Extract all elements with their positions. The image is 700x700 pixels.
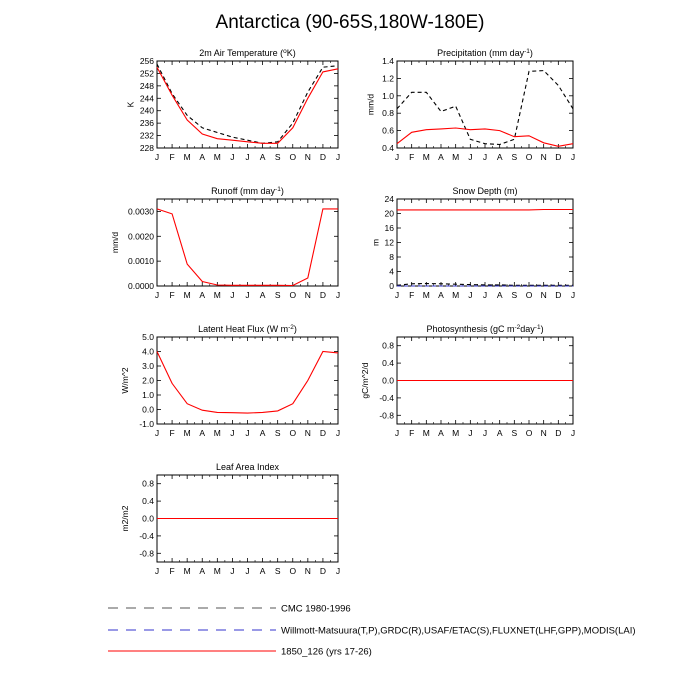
panel-4	[371, 186, 576, 300]
x-tick-label: D	[555, 290, 562, 300]
x-tick-label: M	[213, 290, 221, 300]
x-tick-label: O	[289, 290, 297, 300]
y-tick-label: 0.0020	[128, 231, 154, 242]
x-tick-label: J	[245, 566, 250, 576]
x-tick-label: J	[335, 290, 341, 300]
y-axis-label: m2/m2	[120, 505, 131, 532]
y-tick-label: 20	[384, 208, 394, 219]
legend-item-1	[108, 604, 351, 615]
x-tick-label: M	[213, 152, 221, 162]
figure-title: Antarctica (90-65S,180W-180E)	[215, 12, 485, 33]
x-tick-label: F	[169, 152, 175, 162]
x-tick-label: J	[468, 428, 473, 438]
y-tick-label: 0.4	[142, 496, 154, 507]
x-tick-label: A	[259, 428, 266, 438]
x-tick-label: N	[304, 428, 311, 438]
x-tick-label: S	[511, 152, 518, 162]
y-tick-label: 0.6	[382, 125, 394, 136]
x-tick-label: N	[304, 152, 311, 162]
legend-label: 1850_126 (yrs 17-26)	[281, 646, 372, 658]
x-tick-label: M	[422, 428, 430, 438]
title-text: )	[280, 186, 284, 196]
x-tick-label: J	[230, 290, 235, 300]
x-tick-label: J	[394, 152, 400, 162]
y-axis-label: m	[370, 238, 381, 247]
y-tick-label: 1.0	[142, 390, 154, 400]
title-text: Photosynthesis (gC m	[426, 324, 515, 334]
title-text: Runoff (mm day	[211, 186, 276, 196]
x-tick-label: F	[409, 290, 415, 300]
y-tick-label: 1.0	[382, 90, 394, 101]
y-tick-label: 0.4	[382, 143, 394, 153]
y-axis-label: K	[125, 101, 136, 108]
series-line-1	[157, 209, 338, 286]
title-superscript: o	[283, 48, 287, 55]
x-tick-label: J	[154, 152, 160, 162]
x-tick-label: M	[183, 566, 191, 576]
y-axis-label: gC/m^2/d	[360, 362, 371, 399]
y-tick-label: 0.0000	[128, 281, 154, 291]
x-tick-label: M	[183, 428, 191, 438]
x-tick-label: S	[511, 428, 518, 438]
y-axis-label: mm/d	[109, 231, 120, 254]
y-tick-label: 0.0	[382, 375, 394, 386]
y-tick-label: 4.0	[142, 346, 154, 357]
plot-frame	[397, 199, 573, 286]
panel-title	[211, 186, 284, 196]
x-tick-label: N	[540, 290, 547, 300]
title-superscript: -1	[534, 324, 541, 331]
x-tick-label: A	[259, 566, 266, 576]
x-tick-label: J	[468, 290, 473, 300]
y-tick-label: 1.4	[382, 56, 394, 66]
panel-title	[437, 48, 533, 58]
y-tick-label: 5.0	[142, 332, 154, 342]
y-tick-label: 16	[384, 223, 394, 233]
y-tick-label: 24	[384, 194, 394, 204]
y-tick-label: 12	[384, 237, 394, 248]
x-tick-label: S	[274, 566, 281, 576]
x-tick-label: O	[289, 428, 297, 438]
series-line-1	[157, 352, 338, 414]
title-text: Snow Depth (m)	[452, 186, 518, 196]
x-tick-label: O	[525, 290, 533, 300]
title-text: )	[529, 48, 533, 58]
x-tick-label: A	[438, 152, 444, 162]
title-text: Precipitation (mm day	[437, 48, 525, 58]
y-tick-label: 0.8	[382, 340, 394, 351]
y-tick-label: 0.0030	[128, 206, 154, 217]
series-line-1	[157, 64, 338, 143]
title-text: day	[520, 324, 535, 334]
x-tick-label: J	[230, 152, 235, 162]
x-tick-label: O	[525, 152, 533, 162]
x-tick-label: M	[183, 152, 191, 162]
x-tick-label: D	[319, 290, 326, 300]
panel-7	[120, 462, 340, 576]
y-tick-label: 240	[139, 105, 154, 116]
legend-label: Willmott-Matsuura(T,P),GRDC(R),USAF/ETAC(S),FLUXNET(LHF,GPP),MODIS(LAI)	[281, 625, 636, 637]
y-tick-label: 2.0	[142, 375, 154, 386]
x-tick-label: F	[169, 428, 175, 438]
x-tick-label: J	[154, 428, 160, 438]
panel-5	[120, 324, 340, 438]
plot-frame	[157, 337, 338, 424]
title-superscript: -1	[524, 48, 530, 55]
y-tick-label: -0.4	[379, 392, 394, 403]
title-text: K)	[286, 48, 296, 58]
x-tick-label: M	[422, 290, 430, 300]
panel-title	[426, 324, 543, 334]
x-tick-label: A	[199, 428, 206, 438]
x-tick-label: J	[570, 152, 576, 162]
x-tick-label: D	[319, 566, 326, 576]
x-tick-label: F	[409, 152, 415, 162]
x-tick-label: J	[245, 290, 250, 300]
x-tick-label: D	[319, 152, 326, 162]
y-tick-label: -0.8	[139, 548, 154, 559]
x-tick-label: J	[482, 290, 488, 300]
y-tick-label: 8	[389, 252, 394, 262]
x-tick-label: M	[213, 566, 221, 576]
x-tick-label: J	[230, 428, 235, 438]
x-tick-label: A	[496, 290, 503, 300]
x-tick-label: J	[335, 152, 341, 162]
panel-title	[199, 48, 296, 58]
x-tick-label: O	[289, 566, 297, 576]
y-tick-label: 228	[139, 143, 154, 153]
y-tick-label: 256	[139, 56, 154, 66]
x-tick-label: J	[335, 428, 341, 438]
y-axis-label: mm/d	[365, 93, 376, 116]
x-tick-label: M	[183, 290, 191, 300]
y-tick-label: 232	[139, 130, 154, 141]
series-line-1	[397, 71, 573, 145]
x-tick-label: J	[245, 152, 250, 162]
x-tick-label: A	[199, 290, 206, 300]
x-tick-label: S	[274, 152, 281, 162]
x-tick-label: D	[555, 428, 562, 438]
x-tick-label: S	[511, 290, 518, 300]
y-tick-label: 1.2	[382, 73, 394, 84]
x-tick-label: J	[468, 152, 473, 162]
y-tick-label: 4	[389, 266, 394, 277]
x-tick-label: A	[259, 290, 266, 300]
x-tick-label: J	[570, 428, 576, 438]
x-tick-label: J	[154, 566, 160, 576]
title-superscript: -2	[288, 324, 294, 331]
x-tick-label: D	[319, 428, 326, 438]
x-tick-label: M	[452, 290, 460, 300]
x-tick-label: M	[213, 428, 221, 438]
x-tick-label: F	[409, 428, 415, 438]
x-tick-label: N	[304, 290, 311, 300]
y-tick-label: 0.4	[382, 358, 394, 369]
legend-label: CMC 1980-1996	[281, 603, 351, 615]
x-tick-label: F	[169, 566, 175, 576]
y-tick-label: 0.0	[142, 404, 154, 415]
x-tick-label: F	[169, 290, 175, 300]
panel-6	[360, 324, 575, 438]
x-tick-label: A	[496, 428, 503, 438]
x-tick-label: J	[482, 152, 488, 162]
x-tick-label: A	[496, 152, 503, 162]
title-text: Leaf Area Index	[215, 462, 280, 472]
panel-title	[452, 186, 517, 196]
title-superscript: -1	[275, 186, 281, 193]
y-tick-label: 244	[139, 93, 154, 104]
y-tick-label: 0.8	[142, 478, 154, 489]
y-tick-label: 236	[139, 118, 154, 129]
x-tick-label: J	[335, 566, 341, 576]
y-tick-label: 248	[139, 80, 154, 91]
x-tick-label: S	[274, 290, 281, 300]
x-tick-label: J	[154, 290, 160, 300]
x-tick-label: J	[394, 290, 400, 300]
legend-item-2	[108, 626, 636, 637]
panel-3	[110, 186, 340, 300]
title-superscript: -2	[514, 324, 521, 331]
x-tick-label: A	[438, 428, 444, 438]
x-tick-label: N	[540, 428, 547, 438]
x-tick-label: A	[199, 566, 206, 576]
y-tick-label: 0.0	[142, 513, 154, 524]
y-tick-label: 3.0	[142, 361, 154, 371]
y-axis-label: W/m^2	[120, 367, 131, 394]
x-tick-label: A	[199, 152, 206, 162]
title-text: 2m Air Temperature (	[199, 48, 284, 58]
x-tick-label: J	[230, 566, 235, 576]
x-tick-label: A	[438, 290, 444, 300]
y-tick-label: 0.0010	[128, 256, 154, 267]
x-tick-label: M	[452, 152, 460, 162]
x-tick-label: N	[304, 566, 311, 576]
x-tick-label: J	[570, 290, 576, 300]
title-text: Latent Heat Flux (W m	[198, 324, 289, 334]
y-tick-label: 0.8	[382, 108, 394, 119]
plot-frame	[157, 61, 338, 148]
panel-title	[198, 324, 297, 334]
x-tick-label: J	[245, 428, 250, 438]
panel-2	[365, 48, 575, 162]
x-tick-label: O	[525, 428, 533, 438]
y-tick-label: 252	[139, 68, 154, 79]
panel-1	[125, 48, 340, 162]
x-tick-label: D	[555, 152, 562, 162]
series-line-2	[157, 67, 338, 143]
x-tick-label: M	[452, 428, 460, 438]
x-tick-label: M	[422, 152, 430, 162]
title-text: )	[293, 324, 297, 334]
panel-title	[216, 462, 280, 472]
y-tick-label: -1.0	[139, 419, 154, 429]
y-tick-label: -0.8	[379, 410, 394, 421]
legend-item-3	[108, 647, 372, 658]
plot-frame	[157, 199, 338, 286]
title-text: )	[540, 324, 544, 334]
x-tick-label: J	[394, 428, 400, 438]
y-tick-label: -0.4	[139, 530, 154, 541]
x-tick-label: J	[482, 428, 488, 438]
x-tick-label: S	[274, 428, 281, 438]
y-tick-label: 0	[389, 281, 394, 291]
x-tick-label: O	[289, 152, 297, 162]
x-tick-label: N	[540, 152, 547, 162]
x-tick-label: A	[259, 152, 266, 162]
